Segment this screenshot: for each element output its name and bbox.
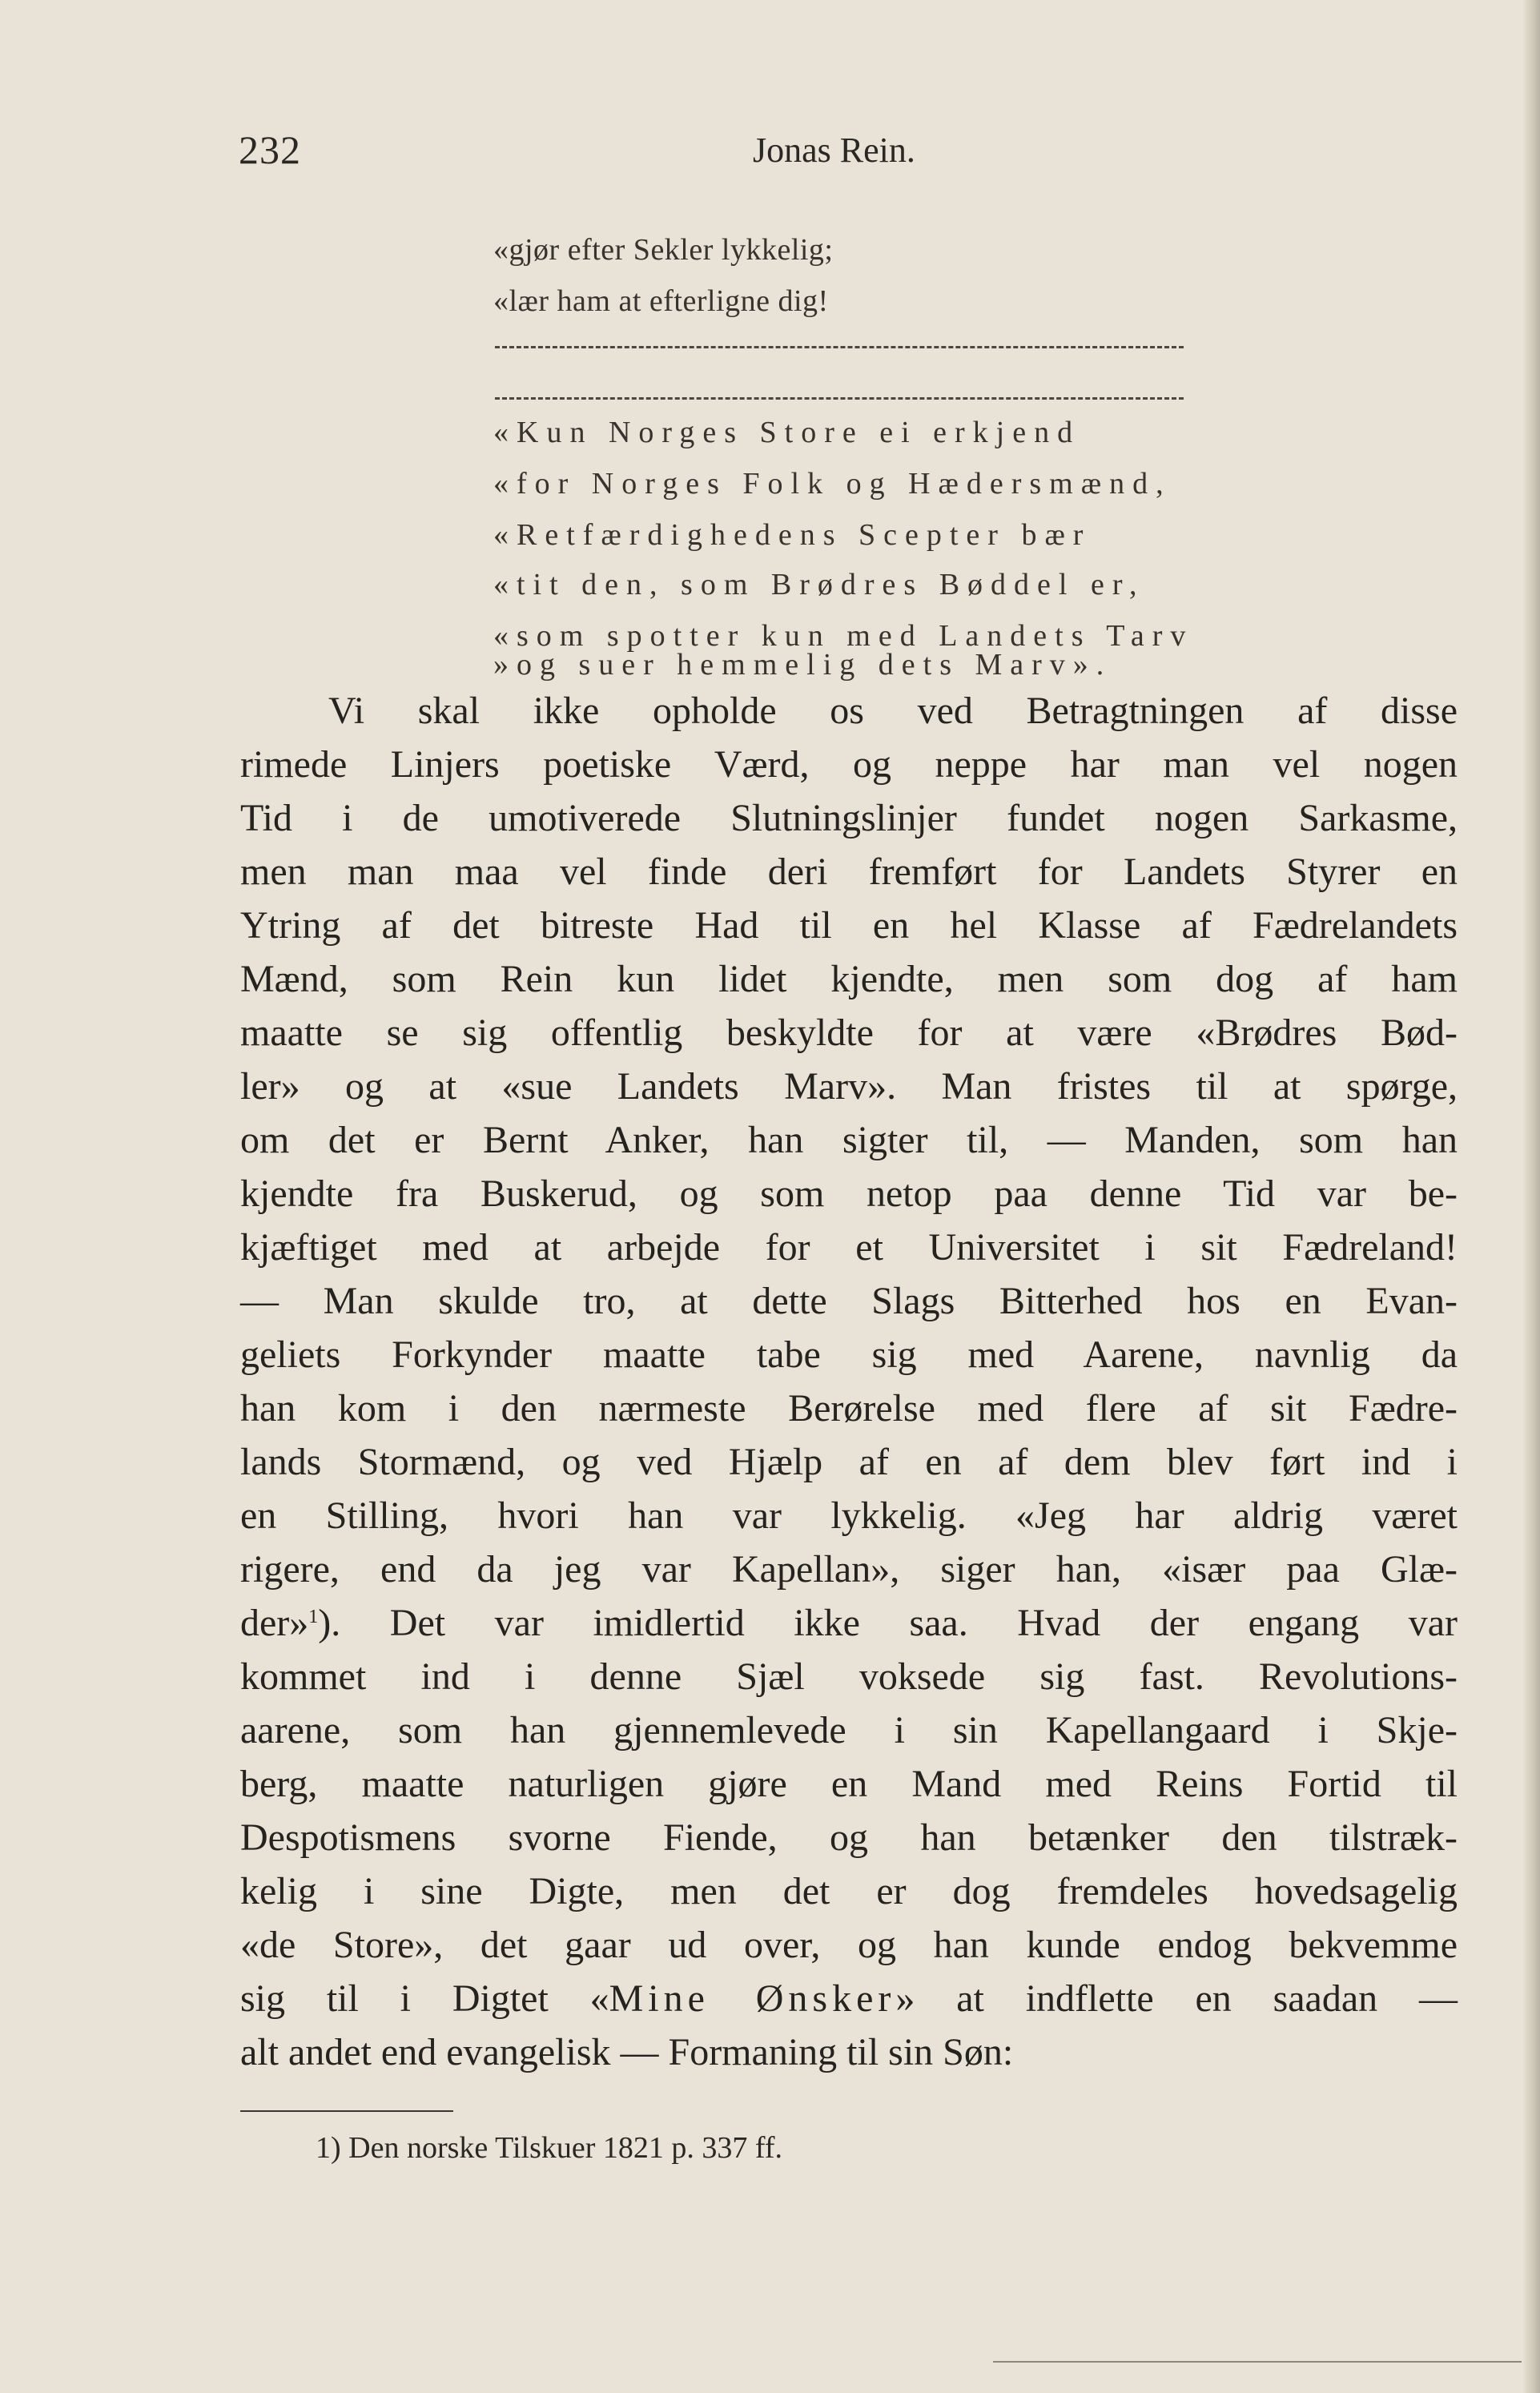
verse-line: «gjør efter Sekler lykkelig; [493,233,834,267]
body-line: berg, maatte naturligen gjøre en Mand med Reins Fortid til [240,1763,1458,1805]
body-line: geliets Forkynder maatte tabe sig med Aarene, navnlig da [240,1333,1458,1376]
body-line: rimede Linjers poetiske Værd, og neppe har man vel nogen [240,743,1458,786]
body-line: kelig i sine Digte, men det er dog fremdeles hovedsagelig [240,1870,1458,1912]
body-line: maatte se sig offentlig beskyldte for at være «Brødres Bød- [240,1011,1458,1054]
verse-line: »og suer hemmelig dets Marv». [493,648,1112,682]
body-line-with-spaced-title [240,1977,1458,2021]
verse-line: «tit den, som Brødres Bøddel er, [493,568,1145,601]
verse-line: «lær ham at efterligne dig! [493,284,829,318]
verse-omission-dashes [495,397,1184,400]
body-line: «de Store», det gaar ud over, og han kunde endog bekvemme [240,1924,1458,1966]
verse-line: «for Norges Folk og Hædersmænd, [493,467,1172,501]
body-line-with-footnote-ref [240,1601,1458,1645]
body-line: Tid i de umotiverede Slutningslinjer fundet nogen Sarkasme, [240,797,1458,839]
body-line: kjæftiget med at arbejde for et Universitet i sit Fædreland! [240,1226,1458,1269]
page-edge-shadow [1522,0,1540,2393]
verse-omission-dashes [495,346,1184,348]
footnote-reference: 1 [308,1607,319,1627]
footnote-text: Den norske Tilskuer 1821 p. 337 ff. [348,2131,783,2165]
body-line: men man maa vel finde deri fremført for Landets Styrer en [240,851,1458,893]
verse-line: «Kun Norges Store ei erkjend [493,416,1081,449]
text-segment: der» [240,1602,309,1644]
body-line: Despotismens svorne Fiende, og han betænker den tilstræk- [240,1816,1458,1859]
body-line: alt andet end evangelisk — Formaning til sin Søn: [240,2031,1014,2073]
body-line: kjendte fra Buskerud, og som netop paa denne Tid var be- [240,1172,1458,1215]
body-line: Mænd, som Rein kun lidet kjendte, men som dog af ham [240,958,1458,1000]
page-bottom-line [993,2361,1522,2363]
body-line: Vi skal ikke opholde os ved Betragtningen af disse [328,690,1458,732]
poem-title: Mine Ønsker [609,1977,896,2020]
text-segment: » at indflette en saadan — [895,1977,1458,2020]
body-line: kommet ind i denne Sjæl voksede sig fast. Revolutions- [240,1655,1458,1698]
body-line: rigere, end da jeg var Kapellan», siger han, «især paa Glæ- [240,1548,1458,1591]
body-line: lands Stormænd, og ved Hjælp af en af dem blev ført ind i [240,1441,1458,1483]
body-line: Ytring af det bitreste Had til en hel Klasse af Fædrelandets [240,904,1458,947]
body-line: — Man skulde tro, at dette Slags Bitterhed hos en Evan- [240,1280,1458,1322]
body-line: en Stilling, hvori han var lykkelig. «Jeg har aldrig været [240,1494,1458,1537]
footnote-divider [240,2110,453,2112]
body-line: ler» og at «sue Landets Marv». Man fristes til at spørge, [240,1065,1458,1108]
footnote [316,2130,782,2166]
text-segment: ). Det var imidlertid ikke saa. Hvad der engang var [318,1602,1458,1644]
text-segment: sig til i Digtet « [240,1977,609,2020]
body-line: aarene, som han gjennemlevede i sin Kapellangaard i Skje- [240,1709,1458,1752]
body-line: han kom i den nærmeste Berørelse med flere af sit Fædre- [240,1387,1458,1430]
page-number: 232 [239,127,301,172]
running-title: Jonas Rein. [753,131,915,170]
body-line: om det er Bernt Anker, han sigter til, — Manden, som han [240,1119,1458,1161]
verse-line: «Retfærdighedens Scepter bær [493,518,1092,552]
footnote-marker: 1) [316,2131,341,2165]
verse-line: «som spotter kun med Landets Tarv [493,619,1194,653]
